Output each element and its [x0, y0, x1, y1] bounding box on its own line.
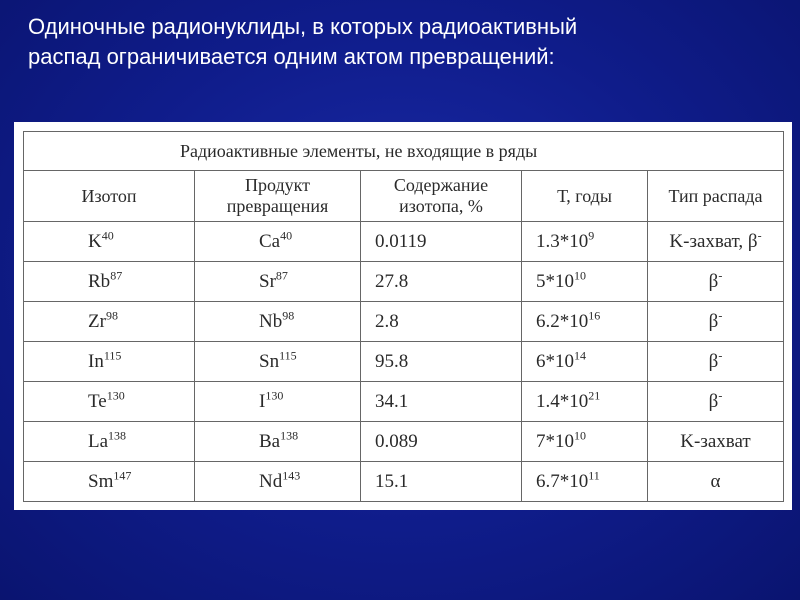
header-decay-type: Тип распада [648, 171, 784, 222]
header-content-line-2: изотопа, % [399, 196, 483, 216]
table-row [24, 342, 784, 382]
cell-period [522, 262, 648, 302]
product-mass: 40 [280, 228, 293, 243]
header-content [361, 171, 522, 222]
product-symbol: Ba [259, 430, 281, 452]
header-product-line-2: превращения [226, 196, 329, 216]
cell-decay-type [648, 422, 784, 462]
period-exponent: 10 [574, 268, 586, 283]
radionuclide-table [23, 131, 784, 502]
decay-sign: - [718, 388, 723, 403]
isotope-symbol: Rb [88, 270, 111, 292]
table-row [24, 462, 784, 502]
period-base: 1.3*10 [536, 230, 589, 252]
decay-text: β [708, 350, 719, 372]
cell-decay-type [648, 222, 784, 262]
cell-isotope [24, 342, 195, 382]
cell-isotope [24, 422, 195, 462]
cell-period [522, 382, 648, 422]
table-row [24, 262, 784, 302]
product-mass: 98 [282, 308, 295, 323]
isotope-mass: 147 [113, 468, 132, 483]
product-mass: 138 [280, 428, 299, 443]
isotope-mass: 130 [106, 388, 125, 403]
table-row [24, 382, 784, 422]
cell-product [195, 462, 361, 502]
header-isotope: Изотоп [24, 171, 195, 222]
period-exponent: 16 [588, 308, 601, 323]
cell-decay-type [648, 382, 784, 422]
cell-decay-type [648, 462, 784, 502]
cell-product [195, 342, 361, 382]
header-content-line-1: Содержание [393, 175, 489, 195]
cell-content: 95.8 [361, 342, 522, 382]
cell-content: 0.089 [361, 422, 522, 462]
product-symbol: I [259, 390, 266, 412]
cell-period [522, 222, 648, 262]
product-mass: 87 [275, 268, 288, 283]
decay-text: K-захват [680, 430, 751, 452]
isotope-symbol: In [88, 350, 104, 372]
decay-sign: - [718, 268, 723, 283]
cell-period [522, 462, 648, 502]
product-mass: 115 [279, 348, 297, 363]
cell-isotope [24, 462, 195, 502]
period-base: 7*10 [536, 430, 574, 452]
product-mass: 143 [282, 468, 301, 483]
decay-text: β [708, 310, 719, 332]
isotope-mass: 138 [108, 428, 127, 443]
product-symbol: Nb [259, 310, 283, 332]
cell-isotope [24, 262, 195, 302]
cell-content: 2.8 [361, 302, 522, 342]
period-base: 5*10 [536, 270, 574, 292]
cell-decay-type [648, 262, 784, 302]
table-header-row [24, 171, 784, 222]
cell-product [195, 302, 361, 342]
isotope-symbol: Te [88, 390, 107, 412]
table-row [24, 302, 784, 342]
period-base: 1.4*10 [536, 390, 589, 412]
period-base: 6*10 [536, 350, 574, 372]
cell-decay-type [648, 302, 784, 342]
decay-sign: - [757, 228, 762, 243]
isotope-symbol: Sm [88, 470, 114, 492]
period-base: 6.2*10 [536, 310, 589, 332]
isotope-mass: 98 [105, 308, 118, 323]
table-caption: Радиоактивные элементы, не входящие в ряды [24, 132, 784, 171]
period-exponent: 10 [574, 428, 586, 443]
cell-content: 15.1 [361, 462, 522, 502]
isotope-mass: 115 [103, 348, 122, 363]
decay-text: β [708, 390, 719, 412]
period-exponent: 11 [588, 468, 600, 483]
period-exponent: 21 [588, 388, 601, 403]
slide-title [28, 12, 768, 72]
cell-isotope [24, 222, 195, 262]
slide-title-line-2: распад ограничивается одним актом превращений: [28, 44, 555, 69]
cell-content: 34.1 [361, 382, 522, 422]
header-product [195, 171, 361, 222]
isotope-symbol: K [88, 230, 102, 252]
cell-content: 27.8 [361, 262, 522, 302]
isotope-symbol: Zr [88, 310, 106, 332]
cell-content: 0.0119 [361, 222, 522, 262]
isotope-mass: 40 [101, 228, 114, 243]
table-row [24, 222, 784, 262]
decay-text: α [710, 470, 721, 492]
isotope-symbol: La [88, 430, 109, 452]
product-symbol: Sr [259, 270, 276, 292]
decay-sign: - [718, 348, 723, 363]
decay-sign: - [718, 308, 723, 323]
product-symbol: Nd [259, 470, 283, 492]
isotope-mass: 87 [110, 268, 123, 283]
decay-text: β [708, 270, 719, 292]
table-row [24, 422, 784, 462]
cell-product [195, 262, 361, 302]
product-symbol: Sn [259, 350, 280, 372]
cell-product [195, 382, 361, 422]
period-exponent: 14 [574, 348, 586, 363]
cell-decay-type [648, 342, 784, 382]
product-mass: 130 [265, 388, 284, 403]
header-period: Т, годы [522, 171, 648, 222]
cell-period [522, 422, 648, 462]
cell-period [522, 302, 648, 342]
cell-product [195, 422, 361, 462]
period-exponent: 9 [588, 228, 595, 243]
table-panel [14, 122, 792, 510]
slide-title-line-1: Одиночные радионуклиды, в которых радиоактивный [28, 14, 578, 39]
product-symbol: Ca [259, 230, 281, 252]
cell-product [195, 222, 361, 262]
cell-isotope [24, 302, 195, 342]
cell-isotope [24, 382, 195, 422]
cell-period [522, 342, 648, 382]
period-base: 6.7*10 [536, 470, 589, 492]
header-product-line-1: Продукт [244, 175, 310, 195]
decay-text: K-захват, β [669, 230, 758, 252]
